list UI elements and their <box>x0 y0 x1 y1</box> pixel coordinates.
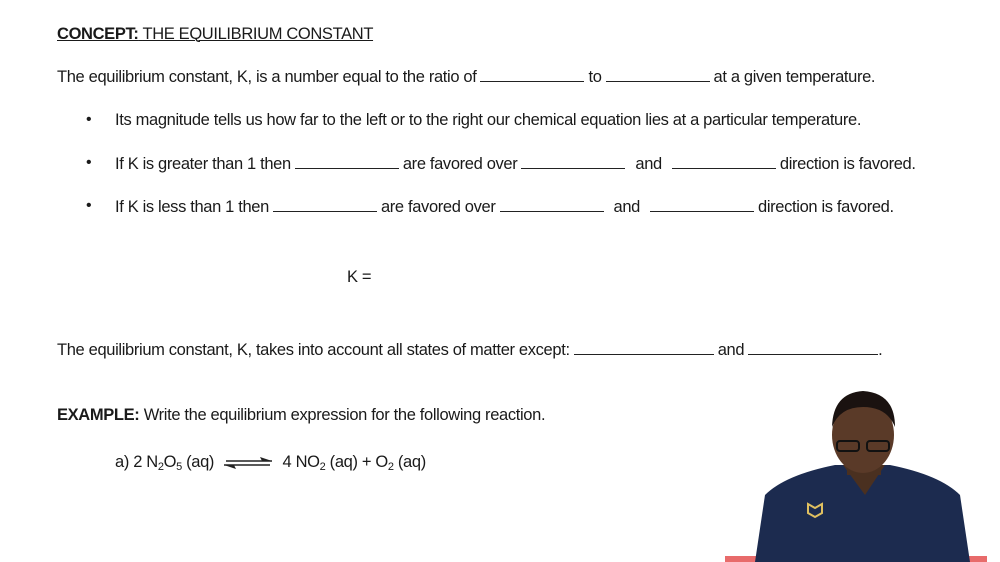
bullet-marker: • <box>86 154 92 171</box>
bullet-marker: • <box>86 197 92 214</box>
product: (aq) <box>393 453 426 471</box>
product: 4 NO <box>282 453 320 471</box>
bullet-text: are favored over <box>402 155 518 173</box>
example-label: EXAMPLE: <box>57 406 140 424</box>
bullet-text: and <box>635 155 662 173</box>
concept-heading <box>57 25 373 44</box>
states-text: and <box>717 341 745 359</box>
bullet-text: and <box>613 198 640 216</box>
product: (aq) + O <box>325 453 388 471</box>
blank <box>480 67 584 82</box>
definition-text: to <box>588 68 602 86</box>
bullet-magnitude: Its magnitude tells us how far to the left or to the right our chemical equation lies at a particular temperature. <box>115 111 862 129</box>
definition-text: at a given temperature. <box>713 68 876 86</box>
bullet-k-greater <box>115 154 916 174</box>
blank <box>748 340 878 355</box>
example-text: Write the equilibrium expression for the following reaction. <box>143 406 546 424</box>
definition-line <box>57 67 875 87</box>
blank <box>273 197 377 212</box>
bullet-text: If K is greater than 1 then <box>115 155 291 173</box>
reactant: (aq) <box>181 453 215 471</box>
states-text: The equilibrium constant, K, takes into account all states of matter except: <box>57 341 570 359</box>
reaction-equation <box>115 453 426 473</box>
blank <box>521 154 625 169</box>
blank <box>650 197 754 212</box>
blank <box>574 340 714 355</box>
concept-title: THE EQUILIBRIUM CONSTANT <box>142 25 374 43</box>
equilibrium-arrow-icon <box>222 456 274 470</box>
reactant: O <box>163 453 177 471</box>
bullet-text: direction is favored. <box>779 155 916 173</box>
subscript: 2 <box>319 461 326 473</box>
blank <box>672 154 776 169</box>
reactant: a) 2 N <box>115 453 158 471</box>
bullet-text: If K is less than 1 then <box>115 198 269 216</box>
k-expression: K = <box>347 268 372 286</box>
bullet-text: are favored over <box>380 198 496 216</box>
subscript: 2 <box>157 461 164 473</box>
bullet-text: direction is favored. <box>758 198 894 216</box>
subscript: 2 <box>387 461 394 473</box>
blank <box>500 197 604 212</box>
bullet-marker: • <box>86 111 92 128</box>
definition-text: The equilibrium constant, K, is a number equal to the ratio of <box>57 68 477 86</box>
bullet-k-less <box>115 197 894 217</box>
presenter-video <box>725 385 1000 562</box>
states-text: . <box>878 341 883 359</box>
concept-label: CONCEPT: <box>57 25 139 43</box>
example-line <box>57 406 545 425</box>
states-line <box>57 340 882 360</box>
blank <box>606 67 710 82</box>
blank <box>295 154 399 169</box>
subscript: 5 <box>176 461 182 473</box>
